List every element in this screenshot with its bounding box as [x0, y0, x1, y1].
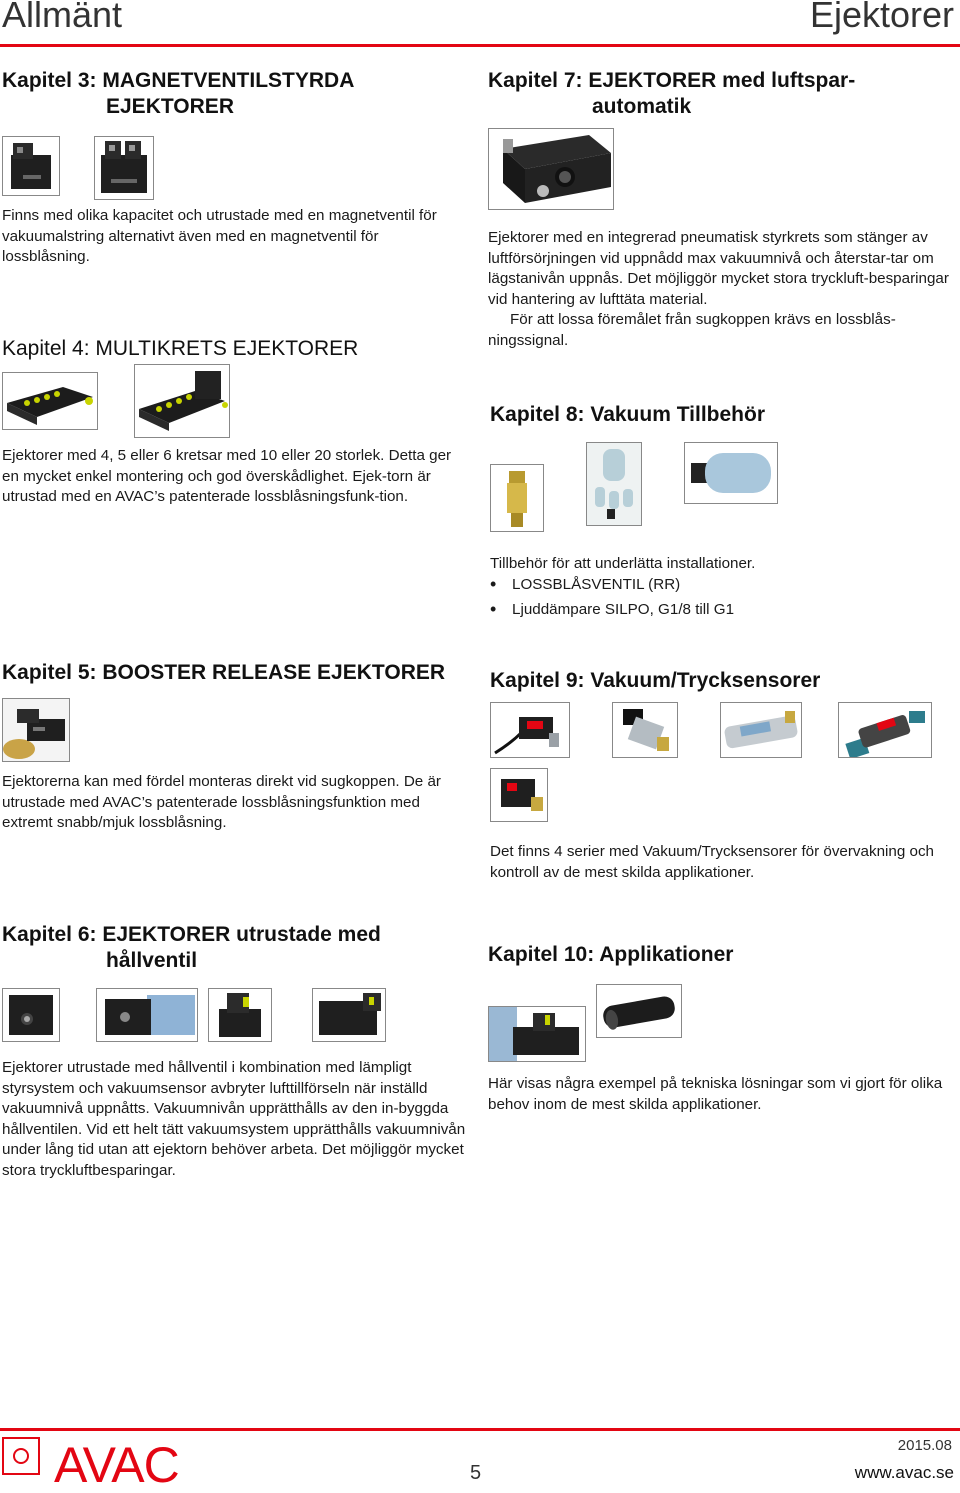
chapter-8-intro: Tillbehör för att underlätta installationer.: [490, 555, 756, 572]
chapter-7-title-line1: Kapitel 7: EJEKTORER med luftspar-: [488, 69, 856, 92]
release-valve-photo: [490, 464, 544, 532]
chapter-3-title-line2: EJEKTORER: [106, 95, 234, 118]
chapter-7-title-line2: automatik: [592, 95, 692, 118]
chapter-8-bullet: • Ljuddämpare SILPO, G1/8 till G1: [490, 600, 955, 621]
page-number: 5: [470, 1462, 482, 1484]
chapter-3-text: Finns med olika kapacitet och utrustade med en magnetventil för vakuumalstring alternativt även med en magnetventil för lossblåsning.: [2, 207, 437, 265]
footer-divider: [0, 1428, 960, 1431]
air-saving-ejector-photo: [488, 128, 614, 210]
chapter-5-title: Kapitel 5: BOOSTER RELEASE EJEKTORER: [2, 661, 446, 684]
multi-circuit-ejector-photo-1: [2, 372, 98, 430]
chapter-7-text: [488, 228, 953, 351]
avac-logo-icon: [2, 1437, 40, 1475]
chapter-8-bullet: • LOSSBLÅSVENTIL (RR): [490, 575, 955, 596]
header-section-title: Allmänt: [2, 0, 123, 35]
avac-logo-text: AVAC: [54, 1437, 179, 1493]
application-photo-2: [596, 984, 682, 1038]
chapter-6-title-line1: Kapitel 6: EJEKTORER utrustade med: [2, 923, 381, 946]
chapter-6-title-line2: hållventil: [106, 949, 198, 972]
holding-valve-ejector-photo-3: [208, 988, 272, 1042]
chapter-7-paragraph-2: För att lossa föremålet från sugkoppen krävs en lossblås-ningssignal.: [488, 311, 896, 349]
silencer-silpo-photo: [684, 442, 778, 504]
chapter-5-text: Ejektorerna kan med fördel monteras direkt vid sugkoppen. De är utrustade med AVAC’s patenterade lossblåsningsfunktion med extremt snabb/mjuk lossblåsning.: [2, 773, 441, 831]
chapter-10-title: Kapitel 10: Applikationer: [488, 943, 734, 966]
chapter-8-bullet-list: [490, 575, 955, 621]
header-document-title: Ejektorer: [809, 0, 954, 35]
application-photo-1: [488, 1006, 586, 1062]
chapter-7-title: [488, 68, 958, 120]
solenoid-ejector-photo-1: [2, 136, 60, 196]
sensor-photo-5: [490, 768, 548, 822]
chapter-4-text: Ejektorer med 4, 5 eller 6 kretsar med 10 eller 20 storlek. Detta ger en mycket enkel montering och god överskådlighet. Ejek-torn är utrustad med en AVAC’s patenterade lossblåsningsfunk-tion.: [2, 447, 452, 505]
holding-valve-ejector-photo-1: [2, 988, 60, 1042]
holding-valve-ejector-photo-2: [96, 988, 198, 1042]
chapter-3-title-line1: Kapitel 3: MAGNETVENTILSTYRDA: [2, 69, 355, 92]
sensor-photo-1: [490, 702, 570, 758]
chapter-9-text: Det finns 4 serier med Vakuum/Trycksensorer för övervakning och kontroll av de mest skilda applikationer.: [490, 843, 934, 881]
silencer-set-photo: [586, 442, 642, 526]
chapter-6-title: [2, 922, 472, 974]
multi-circuit-ejector-photo-2: [134, 364, 230, 438]
solenoid-ejector-photo-2: [94, 136, 154, 200]
holding-valve-ejector-photo-4: [312, 988, 386, 1042]
header-divider: [0, 44, 960, 47]
chapter-3-title: [2, 68, 462, 120]
sensor-photo-2: [612, 702, 678, 758]
chapter-7-paragraph-1: Ejektorer med en integrerad pneumatisk styrkrets som stänger av luftförsörjningen vid uppnådd max vakuumnivå och återstar-tar om lägstanivån uppnås. Det möjliggör mycket stora tryckluft-besparingar vid hantering av lufttäta material.: [488, 229, 949, 308]
chapter-6-text: Ejektorer utrustade med hållventil i kombination med lämpligt styrsystem och vakuumsensor avbryter lufttillförseln när inställd vakuumnivå uppnåtts. Vakuumnivån upprätthålls av den in-byggda hållventilen. Vid ett helt tätt vakuumsystem upprätthålls vakuumnivån under lång tid utan att ejektorn behöver arbeta. Det möjliggör mycket stora tryckluftbesparingar.: [2, 1059, 466, 1179]
website-link[interactable]: www.avac.se: [854, 1463, 954, 1482]
booster-release-ejector-photo: [2, 698, 70, 762]
chapter-8-title: Kapitel 8: Vakuum Tillbehör: [490, 403, 766, 426]
chapter-9-title: Kapitel 9: Vakuum/Trycksensorer: [490, 669, 821, 692]
sensor-photo-3: [720, 702, 802, 758]
chapter-10-text: Här visas några exempel på tekniska lösningar som vi gjort för olika behov inom de mest skilda applikationer.: [488, 1075, 943, 1113]
chapter-4-title: Kapitel 4: MULTIKRETS EJEKTORER: [2, 337, 359, 360]
document-date: 2015.08: [897, 1437, 952, 1454]
chapter-8-text: [490, 554, 955, 626]
sensor-photo-4: [838, 702, 932, 758]
